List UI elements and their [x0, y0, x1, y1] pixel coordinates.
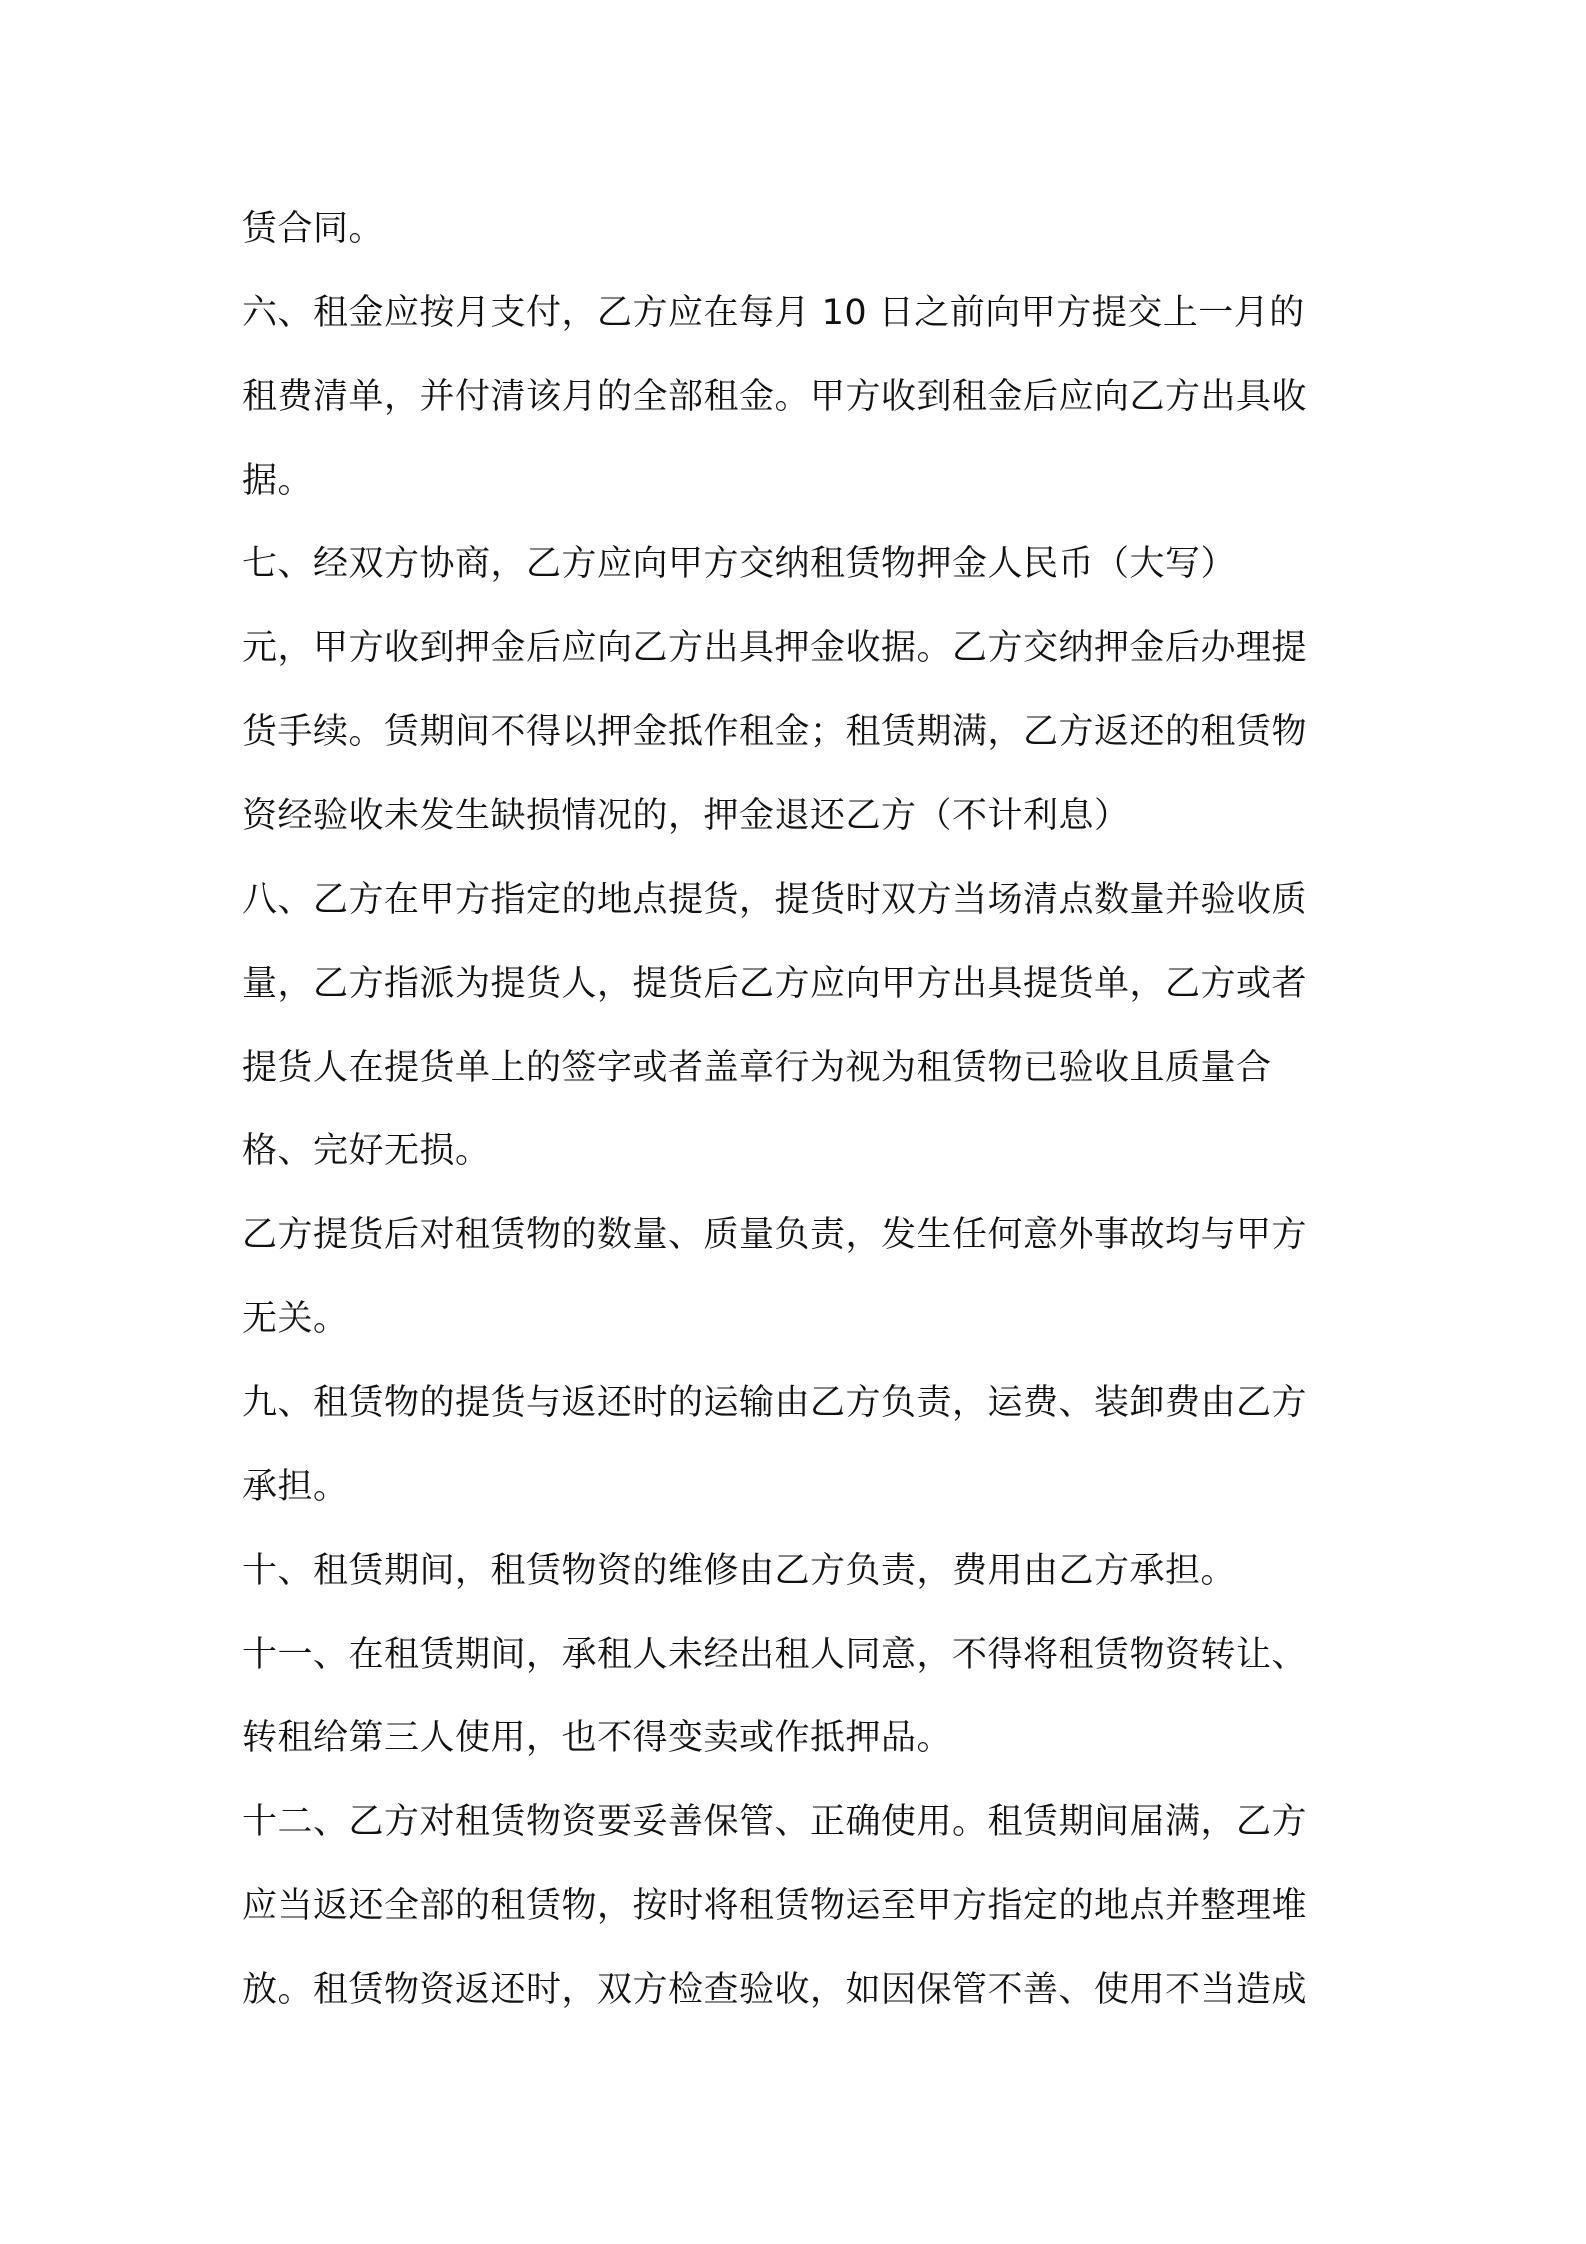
text-line: 货手续。赁期间不得以押金抵作租金；租赁期满，乙方返还的租赁物: [242, 712, 1308, 752]
text-line: 无关。: [242, 1299, 349, 1339]
text-line: 提货人在提货单上的签字或者盖章行为视为租赁物已验收且质量合: [242, 1048, 1272, 1088]
text-line: 九、租赁物的提货与返还时的运输由乙方负责，运费、装卸费由乙方: [242, 1383, 1308, 1423]
text-line: 应当返还全部的租赁物，按时将租赁物运至甲方指定的地点并整理堆: [242, 1886, 1308, 1926]
text-line: 元，甲方收到押金后应向乙方出具押金收据。乙方交纳押金后办理提: [242, 628, 1308, 668]
text-line: 资经验收未发生缺损情况的，押金退还乙方（不计利息）: [242, 796, 1130, 836]
text-line: 十、租赁期间，租赁物资的维修由乙方负责，费用由乙方承担。: [242, 1551, 1237, 1591]
text-line: 租费清单，并付清该月的全部租金。甲方收到租金后应向乙方出具收: [242, 377, 1308, 417]
text-line: 赁合同。: [242, 209, 385, 249]
text-line: 据。: [242, 461, 314, 501]
text-line: 转租给第三人使用，也不得变卖或作抵押品。: [242, 1718, 953, 1758]
text-line: 六、租金应按月支付，乙方应在每月 10 日之前向甲方提交上一月的: [242, 293, 1305, 333]
text-line: 量，乙方指派为提货人，提货后乙方应向甲方出具提货单，乙方或者: [242, 964, 1308, 1004]
text-line: 放。租赁物资返还时，双方检查验收，如因保管不善、使用不当造成: [242, 1970, 1308, 2010]
text-line: 乙方提货后对租赁物的数量、质量负责，发生任何意外事故均与甲方: [242, 1215, 1308, 1255]
text-line: 十一、在租赁期间，承租人未经出租人同意，不得将租赁物资转让、: [242, 1635, 1308, 1675]
text-line: 格、完好无损。: [242, 1131, 491, 1171]
text-line: 承担。: [242, 1467, 349, 1507]
text-line: 七、经双方协商，乙方应向甲方交纳租赁物押金人民币（大写）: [242, 544, 1237, 584]
text-line: 十二、乙方对租赁物资要妥善保管、正确使用。租赁期间届满，乙方: [242, 1802, 1308, 1842]
text-line: 八、乙方在甲方指定的地点提货，提货时双方当场清点数量并验收质: [242, 880, 1308, 920]
